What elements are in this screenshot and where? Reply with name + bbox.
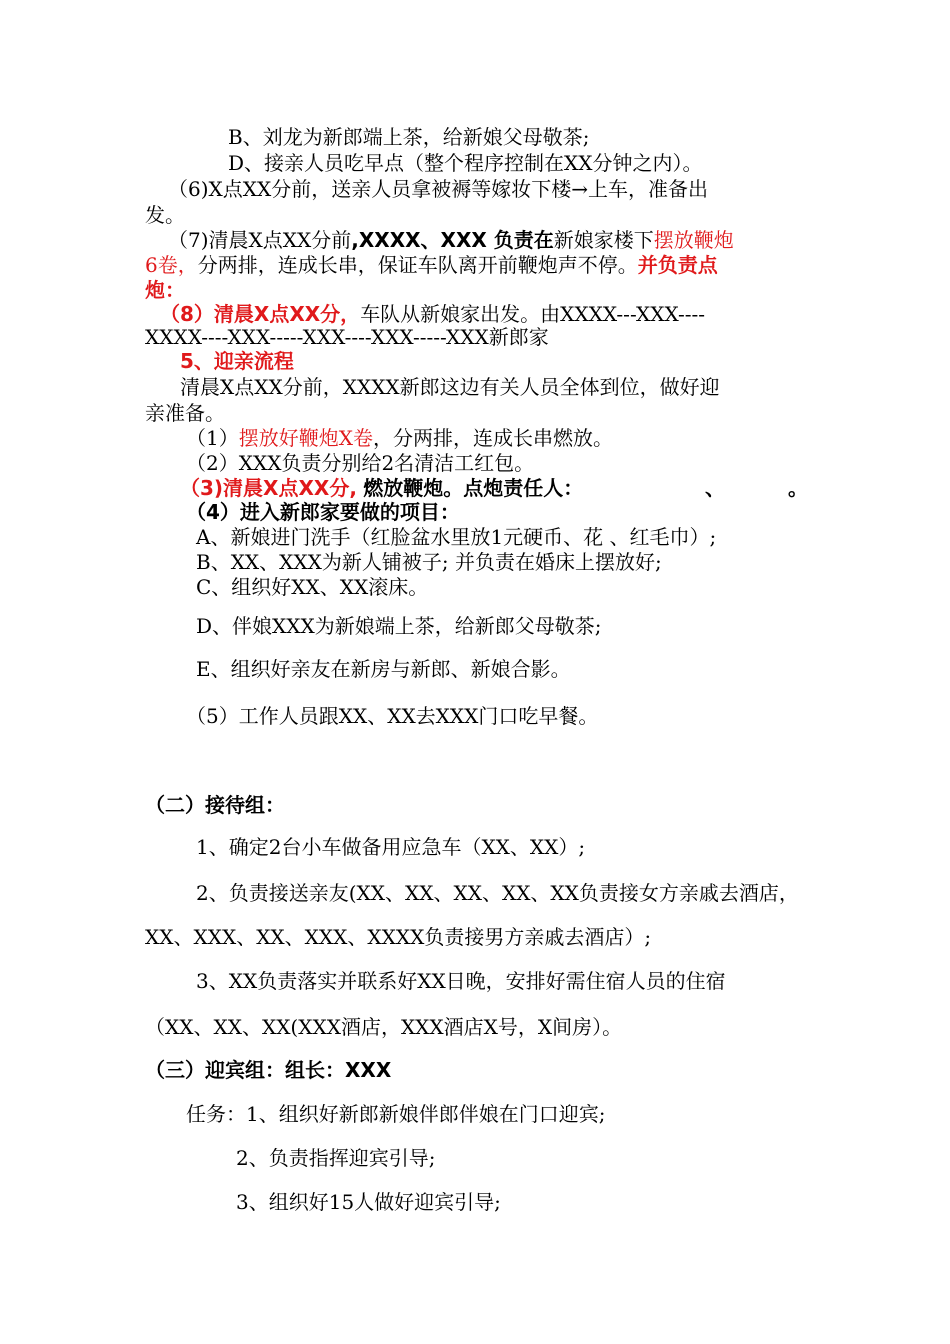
line-6-dowry: （6)X点XX分前，送亲人员拿被褥等嫁妆下楼→上车，准备出	[168, 177, 708, 201]
line-w3	[180, 475, 583, 501]
line-7-cont-a: 6卷，	[145, 253, 198, 277]
line-7-firecrackers	[168, 227, 734, 253]
line-w4-c: C、组织好XX、XX滚床。	[196, 575, 429, 599]
line-r3: 3、XX负责落实并联系好XX日晚，安排好需住宿人员的住宿	[196, 969, 726, 993]
line-8-route: XXXX----XXX-----XXX----XXX-----XXX新郎家	[145, 325, 549, 349]
line-w3-a: （3)清晨X点XX分,	[180, 476, 357, 500]
line-6-cont: 发。	[145, 203, 185, 227]
line-w5: （5）工作人员跟XX、XX去XXX门口吃早餐。	[186, 704, 599, 728]
line-w1-c: ，分两排，连成长串燃放。	[372, 426, 613, 450]
line-w3-sep: 、	[705, 476, 725, 500]
line-g3: 3、组织好15人做好迎宾引导;	[236, 1190, 501, 1214]
line-r2-cont: XX、XXX、XX、XXX、XXXX负责接男方亲戚去酒店）;	[145, 925, 652, 949]
line-w1-a: （1）	[186, 426, 239, 450]
line-g1	[186, 1101, 605, 1127]
line-8-part-b: 车队从新娘家出发。由XXXX---XXX----	[360, 302, 706, 326]
line-7-cont2: 炮：	[145, 278, 185, 302]
line-w3-b: 燃放鞭炮。点炮责任人：	[363, 476, 584, 500]
line-g1-text: 1、组织好新郎新娘伴郎伴娘在门口迎宾;	[246, 1102, 606, 1126]
line-7-part-a: （7)清晨X点XX分前	[168, 228, 352, 252]
line-d-breakfast: D、接亲人员吃早点（整个程序控制在XX分钟之内）。	[228, 151, 703, 175]
line-7-part-c: 新娘家楼下	[553, 228, 654, 252]
line-8-part-a: （8）清晨X点XX分，	[160, 302, 361, 326]
line-7-part-d: 摆放鞭炮	[653, 228, 734, 252]
line-r1: 1、确定2台小车做备用应急车（XX、XX）;	[196, 835, 586, 859]
line-w4-a: A、新娘进门洗手（红脸盆水里放1元硬币、花 、红毛巾）;	[196, 525, 717, 549]
line-welcome-intro-cont: 亲准备。	[145, 401, 225, 425]
line-w1-b: 摆放好鞭炮X卷	[238, 426, 373, 450]
heading-reception-group: （二）接待组：	[145, 793, 285, 817]
line-w1	[186, 425, 613, 451]
heading-5-welcome-process: 5、迎亲流程	[180, 349, 294, 373]
line-7-cont-c: 并负责点	[637, 253, 718, 277]
heading-greeting-group: （三）迎宾组：组长：XXX	[145, 1058, 392, 1082]
line-b-groom-tea: B、刘龙为新郎端上茶，给新娘父母敬茶;	[228, 125, 590, 149]
line-w4-b: B、XX、XXX为新人铺被子; 并负责在婚床上摆放好;	[196, 550, 662, 574]
line-w4-d: D、伴娘XXX为新娘端上茶，给新郎父母敬茶;	[196, 614, 602, 638]
line-r3-cont: （XX、XX、XX(XXX酒店，XXX酒店X号，X间房）。	[145, 1015, 623, 1039]
line-w2: （2）XXX负责分别给2名清洁工红包。	[186, 451, 535, 475]
line-7-part-b: ,XXXX、XXX 负责在	[351, 228, 554, 252]
line-7-cont	[145, 252, 718, 278]
line-welcome-intro: 清晨X点XX分前，XXXX新郎这边有关人员全体到位，做好迎	[180, 375, 720, 399]
line-w4-heading: （4）进入新郎家要做的项目：	[186, 500, 460, 524]
line-r2: 2、负责接送亲友(XX、XX、XX、XX、XX负责接女方亲戚去酒店，	[196, 881, 799, 905]
line-w3-end: 。	[788, 476, 808, 500]
line-7-cont-b: 分两排，连成长串，保证车队离开前鞭炮声不停。	[197, 253, 638, 277]
task-label: 任务：	[186, 1102, 246, 1126]
line-w4-e: E、组织好亲友在新房与新郎、新娘合影。	[196, 657, 571, 681]
line-g2: 2、负责指挥迎宾引导;	[236, 1146, 436, 1170]
